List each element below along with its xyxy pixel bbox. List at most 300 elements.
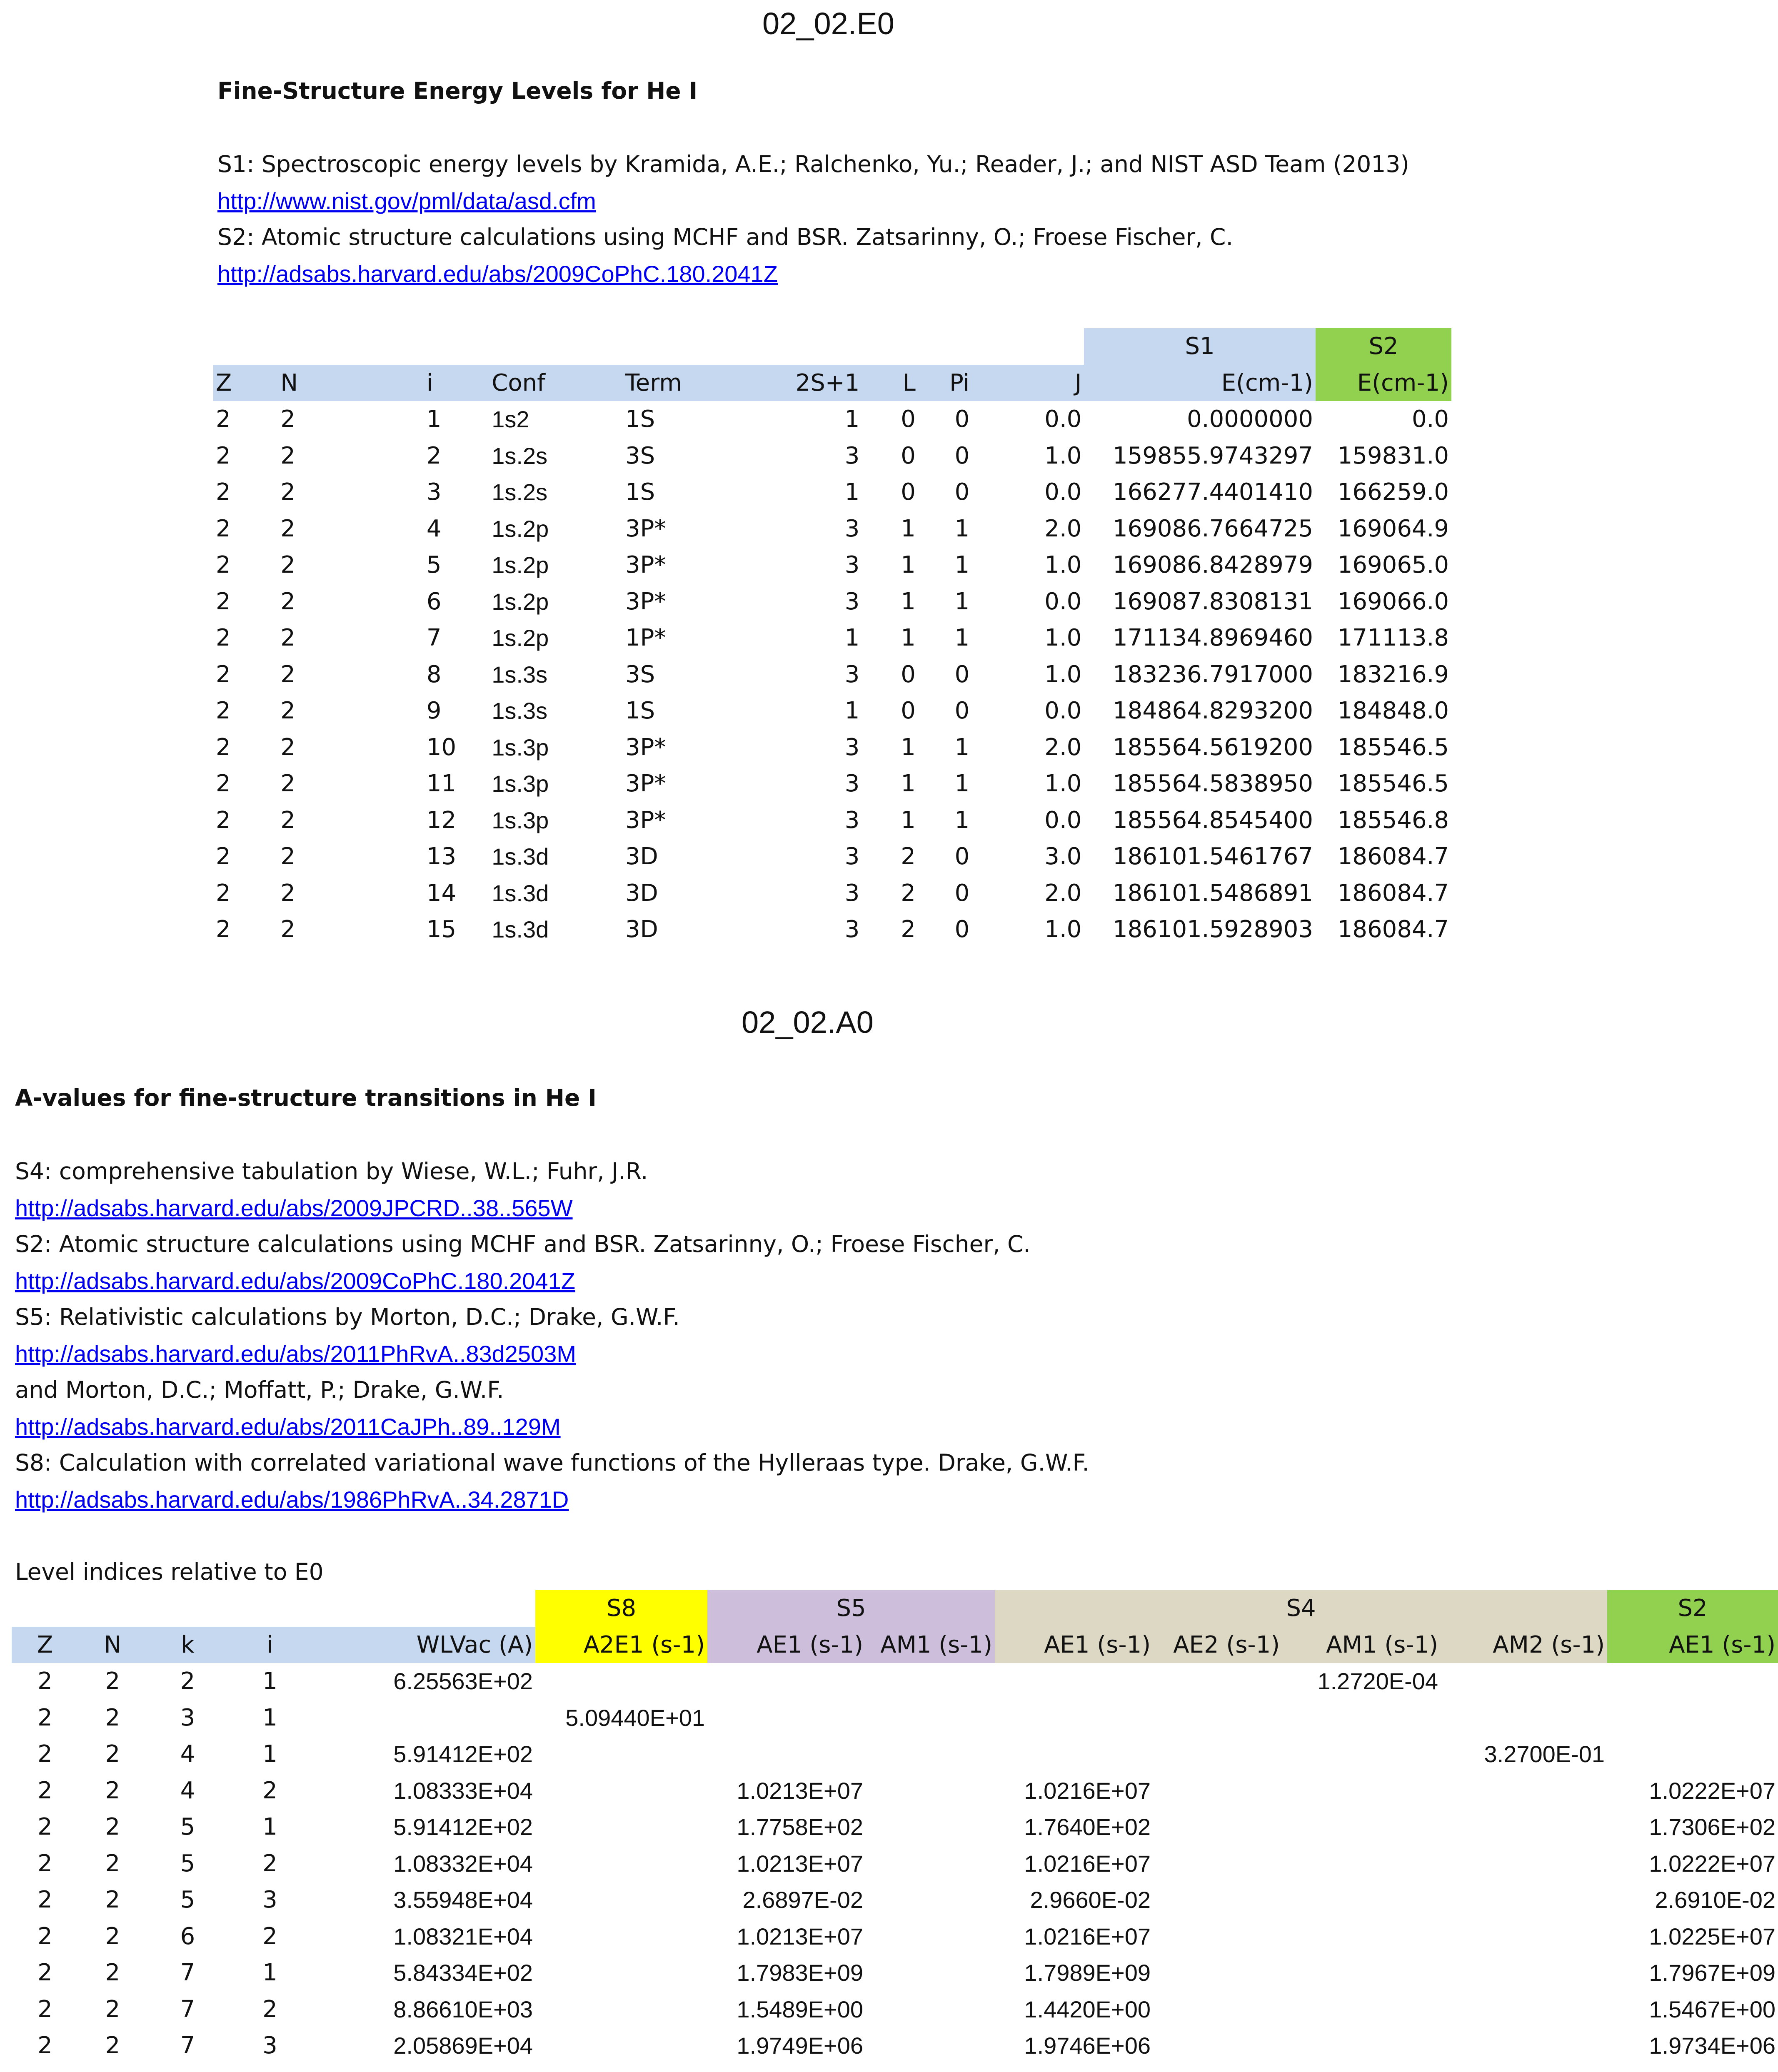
table-cell: 2	[280, 479, 295, 506]
table-row	[12, 1882, 1778, 1918]
table-cell: 1	[901, 588, 916, 615]
table-cell: 169066.0	[1337, 588, 1449, 615]
col-header: Z	[12, 1627, 78, 1663]
table-cell: 2	[105, 1922, 120, 1950]
table-cell: 1s2	[492, 406, 529, 433]
table-cell	[1153, 1700, 1282, 1736]
table-cell: 1	[844, 624, 860, 652]
table-cell: 5	[180, 1886, 195, 1914]
table-cell: 3	[262, 1886, 277, 1914]
table-cell: 2	[280, 916, 295, 943]
col-header: WLVac (A)	[312, 1627, 535, 1663]
table-cell: 3	[844, 442, 860, 469]
table-cell	[995, 1663, 1153, 1700]
col-header: A2E1 (s-1)	[535, 1627, 707, 1663]
table-cell: 14	[426, 879, 457, 907]
table-cell: 2.05869E+04	[393, 2032, 533, 2059]
level-indices-note: Level indices relative to E0	[15, 1558, 324, 1585]
table-cell: 1.0	[1044, 624, 1082, 652]
table-cell: 6.25563E+02	[393, 1668, 533, 1695]
table-cell: 3	[844, 843, 860, 870]
col-header: N	[78, 1627, 147, 1663]
source-s2-header: S2	[1316, 328, 1451, 365]
energy-levels-table	[213, 328, 1451, 948]
table-cell: 159831.0	[1337, 442, 1449, 469]
table-cell: 13	[426, 843, 457, 870]
table-cell: 0	[901, 479, 916, 506]
table-cell: 185546.5	[1337, 733, 1449, 761]
table-source-row	[12, 1590, 1778, 1627]
table-cell: 3	[844, 879, 860, 907]
table-cell: 1	[426, 406, 442, 433]
col-header: AE1 (s-1)	[995, 1627, 1153, 1663]
table-cell	[866, 1845, 995, 1882]
table-cell	[535, 1809, 707, 1845]
table-row	[213, 438, 1451, 474]
col-header: AM1 (s-1)	[866, 1627, 995, 1663]
table-cell: 2	[426, 442, 442, 469]
table-cell: 2	[280, 624, 295, 652]
source-s4-header: S4	[995, 1590, 1607, 1627]
table-cell	[1441, 1700, 1607, 1736]
table-cell: 1	[262, 1740, 277, 1768]
col-header: AM2 (s-1)	[1441, 1627, 1607, 1663]
table-cell: 169064.9	[1337, 515, 1449, 542]
table-cell: 3S	[625, 442, 655, 469]
table-cell: 2	[216, 479, 231, 506]
table-cell: 184848.0	[1337, 697, 1449, 725]
table-row	[213, 911, 1451, 948]
ref-s2-text: S2: Atomic structure calculations using MCHF and BSR. Zatsarinny, O.; Froese Fischer, C.	[15, 1231, 1031, 1257]
table-row	[12, 1663, 1778, 1700]
table-cell: 185546.5	[1337, 770, 1449, 798]
table-cell: 171113.8	[1337, 624, 1449, 652]
table-cell	[1282, 1736, 1441, 1773]
table-cell: 10	[426, 733, 457, 761]
table-row	[12, 1991, 1778, 2028]
table-cell: 2	[37, 1740, 52, 1768]
table-cell	[1607, 1736, 1778, 1773]
section-2-heading: A-values for fine-structure transitions in He I	[15, 1085, 597, 1111]
ref-s2-link[interactable]: http://adsabs.harvard.edu/abs/2009CoPhC.180.2041Z	[217, 261, 778, 287]
col-header: AM1 (s-1)	[1282, 1627, 1441, 1663]
table-cell: 1.08321E+04	[393, 1923, 533, 1950]
ref-s5b-text: and Morton, D.C.; Moffatt, P.; Drake, G.W.F.	[15, 1376, 504, 1403]
table-cell: 186084.7	[1337, 879, 1449, 907]
table-cell: 1.9734E+06	[1649, 2032, 1776, 2059]
table-cell: 1	[262, 1959, 277, 1987]
table-cell: 0	[901, 661, 916, 688]
table-cell: 1.7983E+09	[737, 1960, 864, 1986]
table-cell: 1s.2s	[492, 479, 548, 506]
table-cell: 2.6910E-02	[1655, 1887, 1776, 1913]
table-cell: 183236.7917000	[1113, 661, 1313, 688]
col-header: 2S+1	[795, 369, 860, 396]
ref-s8-link[interactable]: http://adsabs.harvard.edu/abs/1986PhRvA..34.2871D	[15, 1486, 569, 1513]
table-cell: 1	[901, 770, 916, 798]
table-cell: 1.4420E+00	[1024, 1996, 1151, 2022]
table-cell: 1s.3s	[492, 661, 548, 688]
table-cell: 2	[216, 733, 231, 761]
table-cell: 159855.9743297	[1113, 442, 1313, 469]
table-cell: 2	[216, 806, 231, 834]
table-cell	[1282, 1882, 1441, 1918]
table-cell: 1.0216E+07	[1024, 1923, 1151, 1950]
col-header: N	[280, 369, 298, 396]
table-cell: 1	[954, 770, 970, 798]
table-cell: 3	[180, 1704, 195, 1731]
table-cell: 1P*	[625, 624, 666, 652]
table-cell: 2	[216, 406, 231, 433]
table-cell: 2	[216, 551, 231, 579]
table-cell: 183216.9	[1337, 661, 1449, 688]
table-cell	[1153, 1918, 1282, 1955]
table-cell: 0	[954, 442, 970, 469]
table-row	[213, 656, 1451, 693]
table-cell: 2	[216, 697, 231, 725]
table-cell: 186101.5486891	[1113, 879, 1313, 907]
table-cell: 1s.3p	[492, 734, 549, 760]
source-s2-header: S2	[1607, 1590, 1778, 1627]
table-cell: 0	[954, 661, 970, 688]
table-cell: 2.0	[1044, 879, 1082, 907]
table-cell: 2	[37, 1886, 52, 1914]
table-cell: 0	[954, 916, 970, 943]
table-cell: 7	[180, 1995, 195, 2023]
table-cell: 186084.7	[1337, 916, 1449, 943]
table-cell: 169087.8308131	[1113, 588, 1313, 615]
table-cell: 2	[37, 1922, 52, 1950]
table-cell: 1.9749E+06	[737, 2032, 864, 2059]
table-cell: 2	[105, 1995, 120, 2023]
table-cell: 186101.5928903	[1113, 916, 1313, 943]
table-row	[213, 547, 1451, 583]
table-cell: 2	[216, 770, 231, 798]
table-cell	[866, 1918, 995, 1955]
table-row	[12, 1736, 1778, 1773]
table-cell: 2	[262, 1850, 277, 1877]
table-cell: 1.5467E+00	[1649, 1996, 1776, 2022]
table-row	[213, 511, 1451, 547]
table-cell: 2	[105, 1740, 120, 1768]
table-cell: 2	[262, 1777, 277, 1804]
table-cell: 166277.4401410	[1113, 479, 1313, 506]
table-cell: 0	[954, 697, 970, 725]
table-cell: 0	[901, 442, 916, 469]
table-cell: 11	[426, 770, 457, 798]
table-row	[12, 1845, 1778, 1882]
table-cell	[1441, 2027, 1607, 2064]
table-cell: 0	[954, 479, 970, 506]
table-cell: 2	[280, 843, 295, 870]
table-cell: 2	[37, 1850, 52, 1877]
table-cell: 5	[180, 1813, 195, 1841]
table-cell: 1.0222E+07	[1649, 1777, 1776, 1804]
table-cell	[535, 1918, 707, 1955]
table-cell: 2	[105, 1813, 120, 1841]
table-cell	[866, 1809, 995, 1845]
table-cell: 1s.2p	[492, 588, 549, 615]
table-cell: 185564.5619200	[1113, 733, 1313, 761]
table-cell	[1282, 1955, 1441, 1991]
table-cell: 5.91412E+02	[393, 1741, 533, 1768]
table-cell: 1.5489E+00	[737, 1996, 864, 2022]
table-cell: 1	[901, 806, 916, 834]
col-header: i	[426, 369, 433, 396]
table-cell: 7	[180, 2032, 195, 2060]
table-cell: 2	[280, 515, 295, 542]
table-cell: 3D	[625, 879, 658, 907]
ref-s4-text: S4: comprehensive tabulation by Wiese, W.L.; Fuhr, J.R.	[15, 1158, 648, 1184]
table-row	[213, 729, 1451, 766]
ref-s8-text: S8: Calculation with correlated variational wave functions of the Hylleraas type. Drake, G.W.F.	[15, 1449, 1089, 1476]
table-cell	[1441, 1991, 1607, 2028]
table-cell: 8	[426, 661, 442, 688]
table-cell: 1.7967E+09	[1649, 1960, 1776, 1986]
table-cell: 2	[262, 1922, 277, 1950]
table-cell: 2	[901, 916, 916, 943]
table-cell: 3	[844, 551, 860, 579]
table-cell: 1S	[625, 479, 655, 506]
table-row	[12, 1773, 1778, 1809]
table-cell: 1.0	[1044, 442, 1082, 469]
table-cell: 2	[280, 879, 295, 907]
section-1-title: 02_02.E0	[762, 6, 894, 41]
table-header-row	[12, 1627, 1778, 1663]
table-cell: 2	[37, 2032, 52, 2060]
table-cell: 1.0222E+07	[1649, 1850, 1776, 1877]
col-header: Pi	[949, 369, 970, 396]
table-cell: 171134.8969460	[1113, 624, 1313, 652]
table-cell	[866, 1955, 995, 1991]
section-2-title: 02_02.A0	[742, 1005, 874, 1040]
table-cell	[535, 1991, 707, 2028]
table-cell: 1	[262, 1704, 277, 1731]
table-cell	[707, 1736, 866, 1773]
table-cell	[1153, 2027, 1282, 2064]
table-cell: 1S	[625, 406, 655, 433]
col-header: Term	[625, 369, 682, 396]
table-cell: 0	[901, 697, 916, 725]
table-cell: 8.86610E+03	[393, 1996, 533, 2022]
table-cell	[1282, 1918, 1441, 1955]
table-cell: 6	[426, 588, 442, 615]
table-row	[213, 875, 1451, 912]
table-cell: 2	[105, 1850, 120, 1877]
table-cell: 0.0000000	[1187, 406, 1313, 433]
table-cell: 7	[426, 624, 442, 652]
table-cell: 2	[105, 2032, 120, 2060]
table-cell: 1	[901, 551, 916, 579]
table-cell: 2	[280, 661, 295, 688]
table-cell: 2	[216, 624, 231, 652]
table-cell: 1.0	[1044, 916, 1082, 943]
table-cell: 1s.2p	[492, 625, 549, 651]
table-cell: 2	[105, 1959, 120, 1987]
table-cell: 3S	[625, 661, 655, 688]
ref-s4-link[interactable]: http://adsabs.harvard.edu/abs/2009JPCRD..38..565W	[15, 1195, 573, 1221]
table-cell	[535, 1882, 707, 1918]
table-cell: 12	[426, 806, 457, 834]
table-cell	[535, 1663, 707, 1700]
ref-s5-link[interactable]: http://adsabs.harvard.edu/abs/2011PhRvA..83d2503M	[15, 1341, 576, 1367]
table-cell	[1153, 1991, 1282, 2028]
table-cell: 1.0213E+07	[737, 1923, 864, 1950]
table-cell: 169086.8428979	[1113, 551, 1313, 579]
table-cell: 2	[216, 879, 231, 907]
table-cell: 1	[901, 515, 916, 542]
table-cell: 2	[37, 1704, 52, 1731]
table-cell: 1	[954, 624, 970, 652]
table-cell: 0	[954, 879, 970, 907]
table-cell: 1s.3d	[492, 916, 549, 943]
source-s5-header: S5	[707, 1590, 995, 1627]
table-cell: 2	[280, 697, 295, 725]
table-cell: 4	[426, 515, 442, 542]
table-cell: 2	[105, 1704, 120, 1731]
table-cell: 2	[280, 806, 295, 834]
table-cell: 3	[262, 2032, 277, 2060]
table-cell: 0	[901, 406, 916, 433]
table-cell: 2	[262, 1995, 277, 2023]
table-cell: 15	[426, 916, 457, 943]
table-cell: 1.2720E-04	[1317, 1668, 1438, 1695]
col-header: J	[1074, 369, 1082, 396]
ref-s2-text: S2: Atomic structure calculations using MCHF and BSR. Zatsarinny, O.; Froese Fischer, C.	[217, 224, 1233, 250]
table-cell: 3D	[625, 916, 658, 943]
table-row	[213, 802, 1451, 839]
table-cell: 2	[216, 588, 231, 615]
table-cell: 1.0213E+07	[737, 1777, 864, 1804]
col-header: Z	[216, 369, 232, 396]
table-cell: 2.9660E-02	[1030, 1887, 1151, 1913]
table-cell: 3	[844, 806, 860, 834]
table-row	[12, 1955, 1778, 1991]
table-cell: 3.2700E-01	[1484, 1741, 1605, 1768]
table-cell: 184864.8293200	[1113, 697, 1313, 725]
table-cell: 1s.2s	[492, 442, 548, 469]
a-values-table	[12, 1590, 1778, 2064]
table-cell: 2	[216, 916, 231, 943]
table-cell: 1.7640E+02	[1024, 1814, 1151, 1840]
table-cell: 0.0	[1044, 697, 1082, 725]
table-cell: 3	[844, 916, 860, 943]
table-cell: 1	[954, 733, 970, 761]
table-cell	[866, 1991, 995, 2028]
col-header: AE1 (s-1)	[1607, 1627, 1778, 1663]
table-cell	[1153, 1663, 1282, 1700]
table-row	[213, 693, 1451, 729]
table-cell	[1153, 1773, 1282, 1809]
table-cell	[312, 1700, 535, 1736]
table-cell: 186101.5461767	[1113, 843, 1313, 870]
table-cell	[707, 1700, 866, 1736]
table-cell: 3	[426, 479, 442, 506]
table-cell	[1441, 1845, 1607, 1882]
source-s1-header: S1	[1084, 328, 1316, 365]
table-cell: 186084.7	[1337, 843, 1449, 870]
ref-s5b-link[interactable]: http://adsabs.harvard.edu/abs/2011CaJPh..89..129M	[15, 1414, 561, 1440]
table-cell: 185564.8545400	[1113, 806, 1313, 834]
table-cell: 1.08333E+04	[393, 1777, 533, 1804]
table-cell: 5	[180, 1850, 195, 1877]
table-cell: 2	[37, 1813, 52, 1841]
table-cell: 2	[280, 442, 295, 469]
table-cell: 2	[280, 588, 295, 615]
table-cell: 2	[280, 406, 295, 433]
table-cell: 1.0	[1044, 770, 1082, 798]
table-cell: 1.08332E+04	[393, 1850, 533, 1877]
table-cell: 169086.7664725	[1113, 515, 1313, 542]
ref-s5-text: S5: Relativistic calculations by Morton, D.C.; Drake, G.W.F.	[15, 1304, 680, 1330]
table-cell	[1441, 1955, 1607, 1991]
table-cell: 2.0	[1044, 733, 1082, 761]
table-header-row	[213, 365, 1451, 401]
table-cell	[866, 1773, 995, 1809]
table-cell: 1s.3s	[492, 698, 548, 724]
source-s8-header: S8	[535, 1590, 707, 1627]
table-cell: 1.0213E+07	[737, 1850, 864, 1877]
table-cell: 1.0	[1044, 551, 1082, 579]
table-cell: 2.0	[1044, 515, 1082, 542]
table-cell: 1.7306E+02	[1649, 1814, 1776, 1840]
table-cell	[866, 1663, 995, 1700]
table-cell	[1607, 1700, 1778, 1736]
table-cell	[1441, 1773, 1607, 1809]
table-cell: 1s.2p	[492, 552, 549, 578]
ref-s2-link[interactable]: http://adsabs.harvard.edu/abs/2009CoPhC.180.2041Z	[15, 1268, 575, 1294]
table-cell: 185546.8	[1337, 806, 1449, 834]
ref-s1-link[interactable]: http://www.nist.gov/pml/data/asd.cfm	[217, 188, 596, 214]
table-cell: 1s.2p	[492, 515, 549, 542]
table-cell	[995, 1736, 1153, 1773]
table-cell: 1	[954, 515, 970, 542]
table-cell	[1153, 1845, 1282, 1882]
table-source-row	[213, 328, 1451, 365]
table-cell: 3P*	[625, 770, 666, 798]
table-cell: 3P*	[625, 733, 666, 761]
table-cell: 2	[216, 661, 231, 688]
table-cell: 2	[901, 879, 916, 907]
table-cell: 1	[954, 806, 970, 834]
table-row	[213, 583, 1451, 620]
table-cell: 5	[426, 551, 442, 579]
table-cell: 5.84334E+02	[393, 1960, 533, 1986]
table-cell	[1607, 1663, 1778, 1700]
table-cell	[866, 1700, 995, 1736]
section-1-heading: Fine-Structure Energy Levels for He I	[217, 77, 698, 104]
table-row	[12, 1918, 1778, 1955]
table-cell: 2	[280, 733, 295, 761]
table-cell: 4	[180, 1740, 195, 1768]
table-cell: 1	[901, 624, 916, 652]
col-header: AE2 (s-1)	[1153, 1627, 1282, 1663]
table-cell	[1282, 1991, 1441, 2028]
table-cell: 2	[37, 1777, 52, 1804]
table-cell: 3P*	[625, 515, 666, 542]
table-cell: 2	[105, 1886, 120, 1914]
table-cell	[1282, 1773, 1441, 1809]
table-row	[213, 838, 1451, 875]
col-header: L	[902, 369, 916, 396]
table-cell: 1.9746E+06	[1024, 2032, 1151, 2059]
table-row	[12, 1700, 1778, 1736]
table-cell: 3P*	[625, 806, 666, 834]
table-cell: 1.7758E+02	[737, 1814, 864, 1840]
table-cell: 1	[844, 697, 860, 725]
table-cell: 185564.5838950	[1113, 770, 1313, 798]
table-row	[12, 2027, 1778, 2064]
